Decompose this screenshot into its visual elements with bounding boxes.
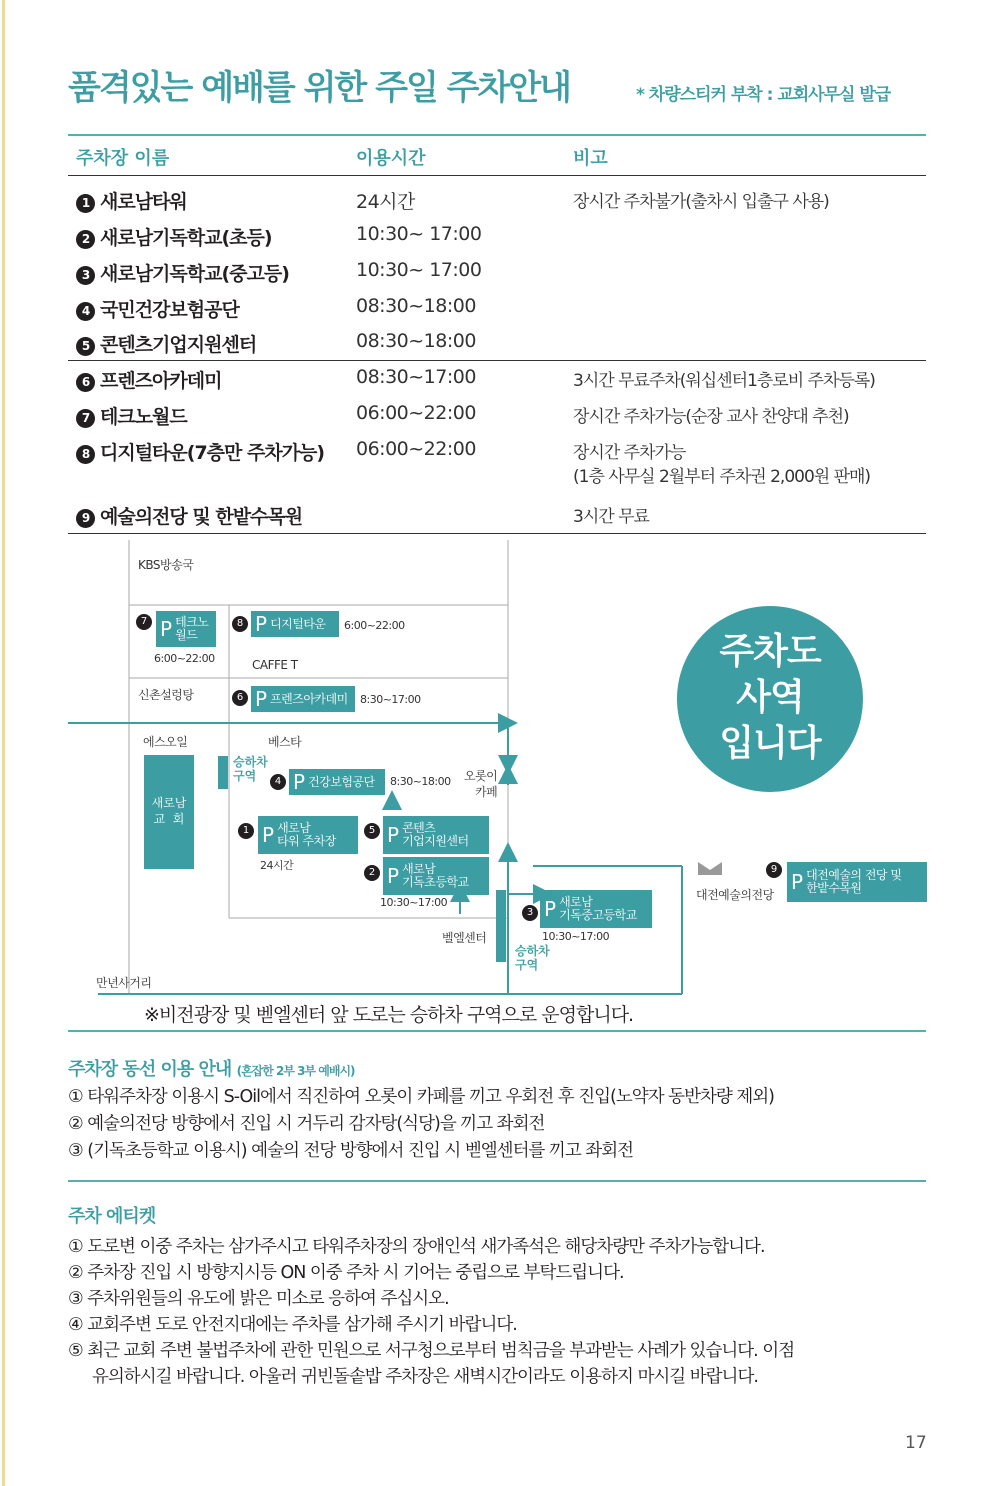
- row-time: 10:30~ 17:00: [356, 259, 482, 281]
- parking-p-icon: P: [791, 870, 804, 894]
- parking-time: 8:30~18:00: [390, 775, 451, 788]
- row-name: 프렌즈아카데미: [100, 370, 222, 392]
- parking-label: 프렌즈아카데미: [270, 691, 348, 706]
- row-time: 06:00~22:00: [356, 438, 476, 460]
- pickup-zone-label: 승하차 구역: [233, 755, 268, 783]
- page-edge-line: [2, 0, 5, 1486]
- row-number-badge: 7: [76, 409, 95, 428]
- row-number-badge: 1: [76, 194, 95, 213]
- parking-p-icon: P: [387, 864, 400, 888]
- parking-time: 10:30~17:00: [542, 930, 610, 943]
- parking-number-badge: 6: [232, 690, 248, 706]
- etiquette-line: ⑤ 최근 교회 주변 불법주차에 관한 민원으로 서구청으로부터 범칙금을 부과받는 사례가 있습니다. 이점: [68, 1341, 795, 1361]
- section-rule: [68, 1180, 926, 1182]
- parking-p-icon: P: [255, 687, 268, 711]
- etiquette-line: ③ 주차위원들의 유도에 밝은 미소로 응하여 주십시오.: [68, 1289, 449, 1309]
- row-time: 06:00~22:00: [356, 402, 476, 424]
- header-name: 주차장 이름: [76, 148, 170, 169]
- flow-line: ① 타워주차장 이용시 S-Oil에서 직진하여 오롯이 카페를 끼고 우회전 후 진입(노약자 동반차량 제외): [68, 1087, 774, 1107]
- header-note: 비고: [573, 148, 608, 169]
- parking-time: 6:00~22:00: [154, 652, 215, 665]
- parking-health-insurance: [289, 769, 385, 795]
- parking-number-badge: 8: [232, 616, 248, 632]
- flow-line: ③ (기독초등학교 이용시) 예술의 전당 방향에서 진입 시 벧엘센터를 끼고 좌회전: [68, 1141, 634, 1161]
- header-rule: [68, 175, 926, 176]
- row-number-badge: 9: [76, 509, 95, 528]
- row-time: 08:30~17:00: [356, 366, 476, 388]
- row-name: 새로남타워: [100, 191, 187, 213]
- label-soil: 에스오일: [143, 735, 188, 749]
- etiquette-line: ② 주차장 진입 시 방향지시등 ON 이중 주차 시 기어는 중립으로 부탁드립니다.: [68, 1263, 624, 1283]
- parking-friends-academy: [251, 686, 355, 712]
- parking-time: 10:30~17:00: [380, 896, 448, 909]
- parking-label: 새로남 기독초등학교: [402, 862, 469, 889]
- row-number-badge: 3: [76, 266, 95, 285]
- row-number-badge: 4: [76, 302, 95, 321]
- page-subtitle: * 차량스티커 부착 : 교회사무실 발급: [636, 85, 891, 105]
- parking-time: 24시간: [260, 859, 294, 872]
- parking-label: 새로남 타워 주차장: [277, 821, 336, 848]
- parking-techno-world: [156, 611, 216, 647]
- label-shinchon: 신촌설렁탕: [138, 688, 194, 702]
- row-note: 장시간 주차가능(순장 교사 찬양대 추천): [573, 407, 849, 427]
- parking-number-badge: 9: [766, 862, 782, 878]
- row-note: 3시간 무료: [573, 507, 649, 527]
- parking-tower: [258, 816, 358, 854]
- parking-number-badge: 3: [522, 905, 538, 921]
- map-footnote: ※비전광장 및 벧엘센터 앞 도로는 승하차 구역으로 운영합니다.: [144, 1004, 634, 1026]
- parking-middle-high-school: [540, 890, 652, 928]
- parking-p-icon: P: [544, 897, 557, 921]
- row-time: 08:30~18:00: [356, 330, 476, 352]
- parking-number-badge: 7: [136, 614, 152, 630]
- flow-guide-title-text: 주차장 동선 이용 안내: [68, 1059, 232, 1080]
- label-caffe: CAFFE T: [252, 658, 298, 672]
- parking-p-icon: P: [262, 823, 275, 847]
- row-number-badge: 2: [76, 230, 95, 249]
- row-name: 예술의전당 및 한밭수목원: [100, 506, 303, 528]
- row-name: 국민건강보험공단: [100, 299, 239, 321]
- row-name: 새로남기독학교(중고등): [100, 263, 289, 285]
- flow-line: ② 예술의전당 방향에서 진입 시 거두리 감자탕(식당)을 끼고 좌회전: [68, 1114, 545, 1134]
- parking-number-badge: 1: [238, 823, 254, 839]
- label-besta: 베스타: [268, 735, 302, 749]
- row-note: 장시간 주차가능: [573, 443, 686, 463]
- parking-time: 6:00~22:00: [344, 619, 405, 632]
- etiquette-line-continued: 유의하시길 바랍니다. 아울러 귀빈돌솥밥 주차장은 새벽시간이라도 이용하지 마시길 바랍니다.: [92, 1367, 758, 1387]
- header-time: 이용시간: [356, 148, 426, 169]
- parking-arts-center-arboretum: [787, 862, 927, 902]
- row-time: 10:30~ 17:00: [356, 223, 482, 245]
- parking-label: 테크노 월드: [175, 615, 209, 642]
- parking-p-icon: P: [387, 823, 400, 847]
- row-number-badge: 5: [76, 337, 95, 356]
- flow-guide-title: [68, 1055, 355, 1081]
- parking-label: 디지털타운: [270, 616, 326, 631]
- label-bell-center: 벨엘센터: [442, 931, 487, 945]
- row-note-extra: (1층 사무실 2월부터 주차권 2,000원 판매): [573, 467, 871, 487]
- page-title: 품격있는 예배를 위한 주일 주차안내: [68, 68, 571, 108]
- parking-p-icon: P: [160, 617, 173, 641]
- table-bottom-rule: [68, 533, 926, 534]
- label-mannyeon: 만년사거리: [96, 976, 152, 990]
- parking-label: 콘텐츠 기업지원센터: [402, 821, 469, 848]
- row-name: 디지털타운(7층만 주차가능): [100, 442, 325, 464]
- parking-time: 8:30~17:00: [360, 693, 421, 706]
- row-time: 24시간: [356, 191, 415, 213]
- table-top-rule: [68, 134, 926, 136]
- label-lotte-cafe: 오롯이 카페: [464, 769, 498, 799]
- etiquette-title: 주차 에티켓: [68, 1206, 156, 1227]
- label-kbs: KBS방송국: [138, 558, 194, 572]
- parking-number-badge: 5: [364, 823, 380, 839]
- page-number: 17: [905, 1433, 927, 1453]
- parking-label: 새로남 기독중고등학교: [559, 895, 637, 922]
- parking-label: 건강보험공단: [308, 774, 375, 789]
- row-name: 콘텐츠기업지원센터: [100, 334, 257, 356]
- parking-elementary-school: [383, 857, 489, 895]
- etiquette-line: ④ 교회주변 도로 안전지대에는 주차를 삼가해 주시기 바랍니다.: [68, 1315, 517, 1335]
- etiquette-line: ① 도로변 이중 주차는 삼가주시고 타워주차장의 장애인석 새가족석은 해당차량만 주차가능합니다.: [68, 1237, 765, 1257]
- parking-ministry-circle: 주차도 사역 입니다: [677, 606, 863, 792]
- parking-map: [68, 540, 928, 1030]
- row-name: 새로남기독학교(초등): [100, 227, 272, 249]
- row-number-badge: 6: [76, 373, 95, 392]
- parking-p-icon: P: [255, 612, 268, 636]
- parking-number-badge: 4: [270, 774, 286, 790]
- label-arts-center: 대전예술의전당: [696, 888, 774, 902]
- pickup-zone-label: 승하차 구역: [515, 944, 550, 972]
- row-note: 장시간 주차불가(출차시 입출구 사용): [573, 192, 829, 212]
- parking-label: 대전예술의 전당 및 한밭수목원: [806, 868, 902, 895]
- section-rule: [68, 1030, 926, 1032]
- row-name: 테크노월드: [100, 406, 187, 428]
- row-note: 3시간 무료주차(워십센터1층로비 주차등록): [573, 371, 875, 391]
- row-number-badge: 8: [76, 445, 95, 464]
- parking-digital-town: [251, 611, 339, 637]
- church-building: 새로남 교 회: [144, 755, 194, 869]
- parking-p-icon: P: [293, 770, 306, 794]
- row-time: 08:30~18:00: [356, 295, 476, 317]
- flow-guide-title-small: (혼잡한 2부 3부 예배시): [236, 1064, 355, 1078]
- parking-number-badge: 2: [364, 865, 380, 881]
- parking-content-center: [383, 816, 489, 854]
- table-group-rule: [68, 360, 926, 361]
